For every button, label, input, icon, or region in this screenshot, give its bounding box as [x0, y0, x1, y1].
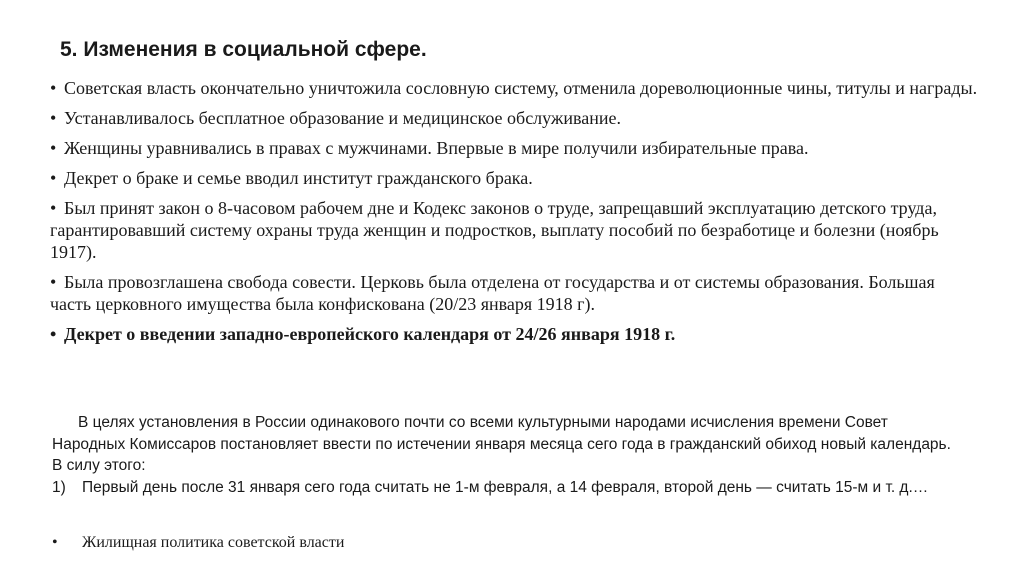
bullet-text: Декрет о браке и семье вводил институт гражданского брака. [64, 168, 533, 188]
bullet-marker: • [50, 272, 57, 292]
decree-quote [52, 412, 952, 498]
bullet-item [50, 197, 980, 263]
decree-item-number: 1) [52, 478, 66, 496]
bullet-item [50, 77, 980, 99]
decree-item [52, 477, 952, 499]
bullet-text: Советская власть окончательно уничтожила сословную систему, отменила дореволюционные чины, титулы и награды. [64, 78, 978, 98]
bullet-item [50, 107, 980, 129]
bullet-item [50, 271, 980, 315]
bullet-marker: • [50, 78, 57, 98]
bullet-text: Был принят закон о 8-часовом рабочем дне и Кодекс законов о труде, запрещавший эксплуатацию детского труда, гарантировавший систему охраны труда женщин и подростков, выплату пособий по безработице и болезни (ноябрь 1917). [50, 198, 939, 262]
decree-paragraph: В целях установления в России одинакового почти со всеми культурными народами исчисления времени Совет Народных Комиссаров постановляет ввести по истечении января месяца сего года в гражданский обиход новый календарь. В силу этого: [52, 414, 951, 474]
bullet-text: Жилищная политика советской власти [82, 534, 345, 551]
bullet-text: Устанавливалось бесплатное образование и медицинское обслуживание. [64, 108, 621, 128]
housing-policy-bullet [52, 532, 344, 554]
bullet-text: Была провозглашена свобода совести. Церковь была отделена от государства и от системы образования. Большая часть церковного имущества была конфискована (20/23 января 1918 г). [50, 272, 935, 314]
bullet-item [50, 137, 980, 159]
bullet-marker: • [50, 138, 57, 158]
bullet-marker: • [50, 168, 57, 188]
bullet-marker: • [50, 324, 57, 344]
bullet-marker: • [50, 108, 57, 128]
slide-title: 5. Изменения в социальной сфере. [60, 38, 427, 61]
bullet-text: Женщины уравнивались в правах с мужчинами. Впервые в мире получили избирательные права. [64, 138, 809, 158]
bullet-text: Декрет о введении западно-европейского календаря от 24/26 января 1918 г. [64, 324, 676, 344]
bullet-marker: • [50, 198, 57, 218]
bullet-list [50, 77, 980, 353]
bullet-marker: • [52, 534, 58, 551]
bullet-item [50, 167, 980, 189]
bullet-item-calendar-decree [50, 323, 980, 345]
decree-item-text: Первый день после 31 января сего года считать не 1-м февраля, а 14 февраля, второй день — считать 15-м и т. д.… [82, 478, 929, 496]
